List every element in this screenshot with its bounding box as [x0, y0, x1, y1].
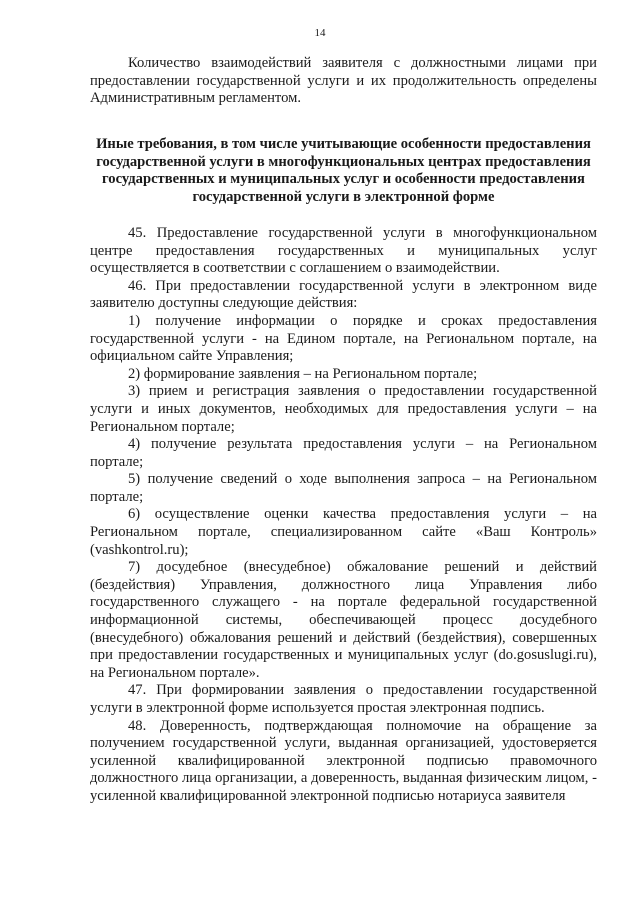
intro-paragraph: Количество взаимодействий заявителя с должностными лицами при предоставлении государственной услуги и их продолжительность определены Административным регламентом. — [90, 55, 597, 107]
list-item-6: 6) осуществление оценки качества предоставления услуги – на Региональном портале, специализированном сайте «Ваш Контроль» (vashkontrol.ru); — [90, 506, 597, 558]
paragraph-48: 48. Доверенность, подтверждающая полномочие на обращение за получением государственной услуги, выданная организацией, удостоверяется усиленной квалифицированной электронной подписью правомочного должностного лица организации, а доверенность, выданная физическим лицом, - усиленной квалифицированной электронной подписью нотариуса заявителя — [90, 717, 597, 804]
list-item-4: 4) получение результата предоставления услуги – на Региональном портале; — [90, 436, 597, 470]
page-number: 14 — [314, 27, 326, 39]
list-item-2: 2) формирование заявления – на Региональном портале; — [128, 365, 478, 382]
paragraph-45: 45. Предоставление государственной услуги в многофункциональном центре предоставления государственных и муниципальных услуг осуществляется в соответствии с соглашением о взаимодействии. — [90, 224, 597, 277]
page-content — [90, 55, 597, 806]
list-item-7: 7) досудебное (внесудебное) обжалование решений и действий (бездействия) Управления, должностного лица Управления либо государственного служащего - на портале федеральной государственной информационной системы, обеспечивающей процесс досудебного (внесудебного) обжалования решений и действий (бездействия), совершенных при предоставлении государственных и муниципальных услуг (do.gosuslugi.ru), на Региональном портале». — [90, 559, 597, 681]
list-item-1: 1) получение информации о порядке и сроках предоставления государственной услуги - на Едином портале, на Региональном портале, на официальном сайте Управления; — [90, 312, 597, 365]
list-item-5: 5) получение сведений о ходе выполнения запроса – на Региональном портале; — [90, 471, 597, 505]
paragraph-47: 47. При формировании заявления о предоставлении государственной услуги в электронной форме используется простая электронная подпись. — [90, 682, 597, 716]
section-heading: Иные требования, в том числе учитывающие особенности предоставления государственной услуги в многофункциональных центрах предоставления государственных и муниципальных услуг и особенности предоставления государственной услуги в электронной форме — [96, 135, 591, 206]
paragraph-46: 46. При предоставлении государственной услуги в электронном виде заявителю доступны следующие действия: — [90, 277, 597, 312]
list-item-3: 3) прием и регистрация заявления о предоставлении государственной услуги и иных документов, необходимых для предоставления услуги – на Региональном портале; — [90, 383, 597, 435]
